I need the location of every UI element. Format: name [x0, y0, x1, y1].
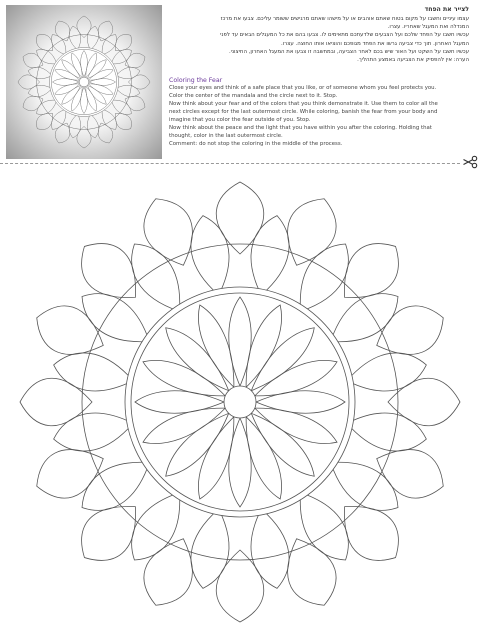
english-line: Color the center of the mandala and the circle next to it. Stop.: [169, 93, 338, 100]
mandala-outer-petal: [388, 378, 460, 425]
hebrew-line: עכשיו חשבו על הפחד שלכם ועל הצבעים שלדעתכם מתאימים לו. צבעו בהם את כל המעגלים הבאים עד לפני: [220, 32, 469, 39]
hebrew-line: המנדלה ואת המעגל שאחריו. עצרו.: [387, 24, 469, 31]
hebrew-title: לצייר את הפחד: [424, 6, 469, 13]
mandala-outer-petal: [344, 244, 398, 298]
mandala-middle-petal: [82, 294, 149, 342]
mandala-outer-petal: [216, 182, 263, 254]
mandala-outer-petal: [37, 306, 104, 354]
mandala-middle-petal: [331, 294, 398, 342]
mandala-outer-petal: [377, 306, 444, 354]
mandala-outer-petal: [82, 506, 136, 560]
mandala-middle-petal: [347, 413, 426, 451]
mandala-outer-petal: [216, 550, 263, 622]
english-title: Coloring the Fear: [169, 77, 223, 85]
mandala-middle-petal: [191, 216, 229, 295]
mandala-outer-petal: [144, 199, 192, 266]
mandala-outer-petal: [288, 199, 336, 266]
mandala-outer-petal: [82, 244, 136, 298]
mandala-outer-petal: [377, 450, 444, 498]
mandala-preview-thumbnail: [6, 5, 162, 159]
mandala-middle-petal: [132, 244, 180, 311]
mandala-middle-petal: [132, 493, 180, 560]
mandala-middle-petal: [82, 462, 149, 510]
mandala-middle-petal: [54, 413, 133, 451]
mandala-middle-petal: [300, 244, 348, 311]
mandala-middle-petal: [251, 216, 289, 295]
hebrew-instructions: [169, 5, 469, 64]
mandala-coloring-outline: [0, 170, 480, 630]
hebrew-line: המעגל האחרון. תוך כדי צביעה גרשו את הפחד מגופכם והוציאו אותו החוצה. עצרו.: [280, 40, 469, 47]
mandala-middle-petal: [191, 509, 229, 588]
mandala-center-circle: [224, 386, 256, 418]
mandala-outer-petal: [344, 506, 398, 560]
mandala-middle-petal: [347, 353, 426, 391]
english-line: Now think about the peace and the light that you have within you after the coloring. Holding that: [169, 124, 432, 131]
mandala-outer-petal: [144, 539, 192, 606]
hebrew-line: הערה: אין להפסיק את הצביעה באמצע התהליך.: [357, 57, 469, 64]
mandala-outer-petal: [20, 378, 92, 425]
english-line: Close your eyes and think of a safe place that you like, or of someone whom you feel protects you.: [169, 85, 437, 92]
mandala-outer-petal: [288, 539, 336, 606]
english-line: next circles except for the last outermost circle. While coloring, banish the fear from your body and: [169, 108, 438, 115]
mandala-middle-petal: [54, 353, 133, 391]
thumbnail-center-circle: [79, 77, 89, 87]
mandala-outer-petal: [37, 450, 104, 498]
mandala-middle-petal: [300, 493, 348, 560]
hebrew-line: עכשיו חשבו על השקט ועל האור שיש בכם לאחר הצביעה, ובמחשבה זו צבעו את המעגל האחרון, החיצוני.: [228, 48, 469, 55]
instructions-block: [169, 5, 469, 148]
mandala-middle-petal: [331, 462, 398, 510]
english-line: Now think about your fear and of the colors that you think demonstrate it. Use them to color all the: [169, 101, 438, 108]
english-line: thought, color in the last outermost circle.: [169, 132, 283, 139]
english-line: imagine that you color the fear outside of you. Stop.: [169, 116, 311, 123]
cut-line: [0, 163, 460, 164]
hebrew-line: עצמו עיניים וחשבו על מקום בטוח שאתם אוהבים או על מישהו שאתם מרגישים ששומר עליכם. צבעו את מרכז: [220, 16, 469, 22]
english-line: Comment: do not stop the coloring in the middle of the process.: [169, 140, 343, 147]
mandala-middle-petal: [251, 509, 289, 588]
english-instructions: [169, 76, 469, 148]
scissors-icon: [462, 154, 478, 170]
